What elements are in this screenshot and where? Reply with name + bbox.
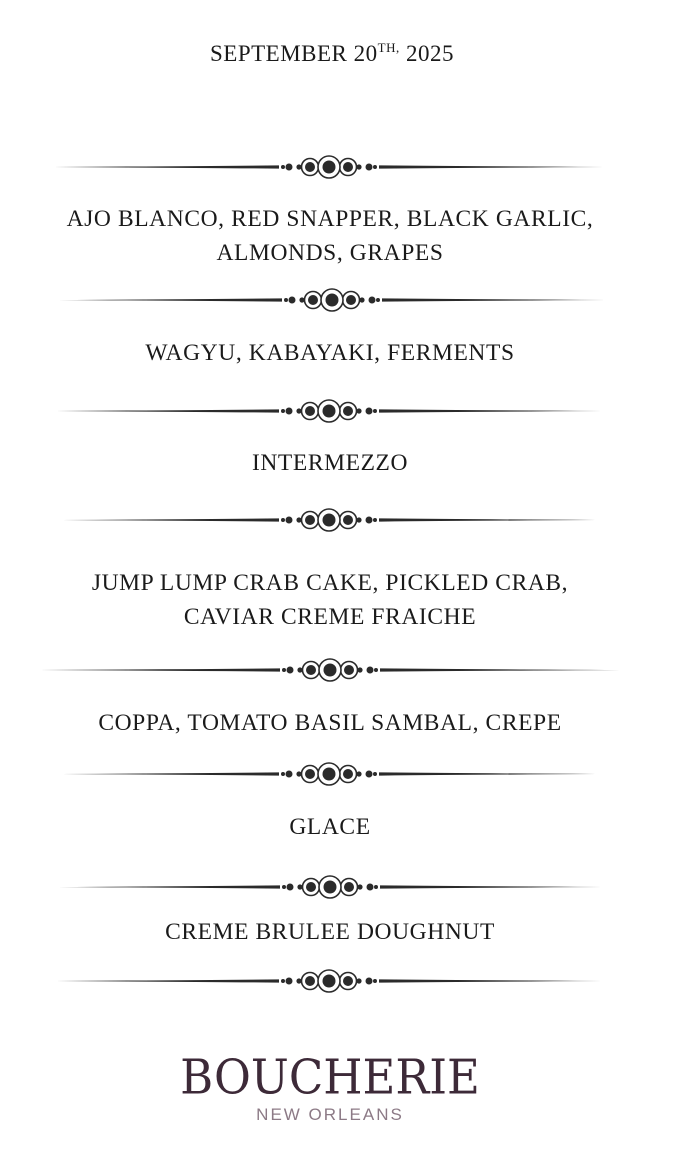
flourish-divider-icon [62,761,596,787]
course-line: ALMONDS, GRAPES [216,240,444,266]
course-line: COPPA, TOMATO BASIL SAMBAL, CREPE [98,710,562,736]
date-year: 2025 [399,41,454,66]
logo-name: BOUCHERIE [180,1049,480,1106]
flourish-divider-icon [56,398,602,424]
course-item [0,446,660,480]
course-line: CAVIAR CREME FRAICHE [183,604,477,630]
course-line: GLACE [289,814,371,840]
course-item [0,566,660,634]
course-line: CREME BRULEE DOUGHNUT [165,919,495,945]
date-main: SEPTEMBER 20 [209,41,378,66]
flourish-divider-icon [58,287,606,313]
course-item [0,336,660,370]
course-item [0,810,660,844]
course-item [0,202,660,270]
date-suffix: TH, [377,40,400,55]
menu-date [0,38,664,70]
course-line: AJO BLANCO, RED SNAPPER, BLACK GARLIC, [66,206,594,232]
course-item [0,915,660,949]
course-line: JUMP LUMP CRAB CAKE, PICKLED CRAB, [91,570,569,596]
flourish-divider-icon [62,507,596,533]
flourish-divider-icon [40,657,620,683]
flourish-divider-icon [54,154,604,180]
restaurant-logo [0,1049,660,1124]
logo-subtitle: NEW ORLEANS [256,1105,404,1124]
flourish-divider-icon [56,968,602,994]
course-line: INTERMEZZO [251,450,409,476]
course-item [0,706,660,740]
flourish-divider-icon [58,874,602,900]
course-line: WAGYU, KABAYAKI, FERMENTS [145,340,515,366]
